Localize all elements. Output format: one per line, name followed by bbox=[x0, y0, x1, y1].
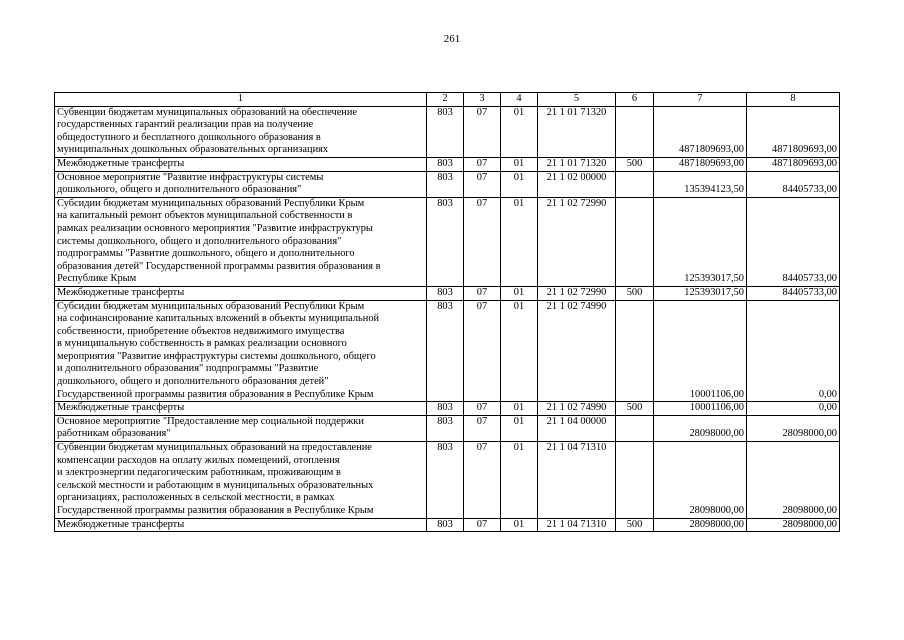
description-line: мероприятия "Развитие инфраструктуры системы дошкольного, общего bbox=[57, 350, 376, 362]
target-code-cell: 21 1 04 71310 bbox=[538, 518, 616, 532]
section-code-cell: 07 bbox=[464, 300, 501, 402]
description-line: Республике Крым bbox=[57, 273, 137, 285]
subsection-code-cell: 01 bbox=[501, 171, 538, 197]
section-code-cell: 07 bbox=[464, 286, 501, 300]
budget-table bbox=[54, 92, 840, 532]
amount-year1-cell: 28098000,00 bbox=[654, 442, 747, 519]
description-line: подпрограммы "Развитие дошкольного, общего и дополнительного bbox=[57, 248, 355, 260]
section-code-cell: 07 bbox=[464, 518, 501, 532]
admin-code-cell: 803 bbox=[427, 518, 464, 532]
amount-year2-cell: 4871809693,00 bbox=[747, 157, 840, 171]
amount-year2-cell: 28098000,00 bbox=[747, 518, 840, 532]
description-line: сельской местности и работающим в муниципальных образовательных bbox=[57, 479, 374, 491]
amount-year2-cell: 4871809693,00 bbox=[747, 106, 840, 157]
subsection-code-cell: 01 bbox=[501, 442, 538, 519]
table-row bbox=[55, 442, 840, 519]
description-line: в муниципальную собственность в рамках реализации основного bbox=[57, 338, 347, 350]
table-row bbox=[55, 171, 840, 197]
amount-year2-cell: 84405733,00 bbox=[747, 197, 840, 286]
page-number: 261 bbox=[443, 33, 461, 45]
description-cell bbox=[55, 286, 427, 300]
description-line: общедоступного и бесплатного дошкольного образования в bbox=[57, 131, 321, 143]
amount-year1-cell: 10001106,00 bbox=[654, 402, 747, 416]
expense-type-cell bbox=[616, 300, 654, 402]
amount-year1-cell: 4871809693,00 bbox=[654, 157, 747, 171]
expense-type-cell bbox=[616, 415, 654, 441]
table-row bbox=[55, 197, 840, 286]
description-line: Межбюджетные трансферты bbox=[57, 402, 185, 414]
target-code-cell: 21 1 02 74990 bbox=[538, 402, 616, 416]
section-code-cell: 07 bbox=[464, 106, 501, 157]
column-number: 1 bbox=[55, 93, 427, 107]
admin-code-cell: 803 bbox=[427, 157, 464, 171]
description-line: Субсидии бюджетам муниципальных образований Республики Крым bbox=[57, 300, 365, 312]
section-code-cell: 07 bbox=[464, 157, 501, 171]
target-code-cell: 21 1 02 72990 bbox=[538, 286, 616, 300]
description-cell bbox=[55, 518, 427, 532]
amount-year1-cell: 10001106,00 bbox=[654, 300, 747, 402]
target-code-cell: 21 1 04 00000 bbox=[538, 415, 616, 441]
target-code-cell: 21 1 01 71320 bbox=[538, 106, 616, 157]
description-line: на софинансирование капитальных вложений в объекты муниципальной bbox=[57, 313, 380, 325]
amount-year2-cell: 0,00 bbox=[747, 300, 840, 402]
description-line: на капитальный ремонт объектов муниципальной собственности в bbox=[57, 210, 353, 222]
description-line: компенсации расходов на оплату жилых помещений, отопления bbox=[57, 454, 340, 466]
column-number: 2 bbox=[427, 93, 464, 107]
subsection-code-cell: 01 bbox=[501, 415, 538, 441]
amount-year1-cell: 4871809693,00 bbox=[654, 106, 747, 157]
column-number: 8 bbox=[747, 93, 840, 107]
table-row bbox=[55, 402, 840, 416]
column-number-row bbox=[55, 93, 840, 107]
description-line: Государственной программы развития образования в Республике Крым bbox=[57, 505, 374, 516]
column-number: 7 bbox=[654, 93, 747, 107]
table-row bbox=[55, 286, 840, 300]
column-number: 3 bbox=[464, 93, 501, 107]
description-line: Субвенции бюджетам муниципальных образований на предоставление bbox=[57, 442, 372, 454]
expense-type-cell: 500 bbox=[616, 402, 654, 416]
description-line: Субвенции бюджетам муниципальных образований на обеспечение bbox=[57, 106, 358, 118]
description-line: муниципальных дошкольных образовательных организациях bbox=[57, 144, 329, 156]
target-code-cell: 21 1 02 74990 bbox=[538, 300, 616, 402]
description-cell bbox=[55, 197, 427, 286]
column-number: 5 bbox=[538, 93, 616, 107]
description-line: организациях, расположенных в сельской местности, в рамках bbox=[57, 492, 335, 504]
admin-code-cell: 803 bbox=[427, 171, 464, 197]
description-cell bbox=[55, 171, 427, 197]
subsection-code-cell: 01 bbox=[501, 197, 538, 286]
amount-year1-cell: 28098000,00 bbox=[654, 518, 747, 532]
description-line: собственности, приобретение объектов недвижимого имущества bbox=[57, 325, 345, 337]
column-number: 6 bbox=[616, 93, 654, 107]
table-row bbox=[55, 415, 840, 441]
table-row bbox=[55, 106, 840, 157]
description-cell bbox=[55, 442, 427, 519]
description-line: системы дошкольного, общего и дополнительного образования" bbox=[57, 235, 342, 247]
admin-code-cell: 803 bbox=[427, 106, 464, 157]
description-line: работникам образования" bbox=[57, 428, 171, 440]
description-line: дошкольного, общего и дополнительного образования" bbox=[57, 184, 302, 196]
amount-year1-cell: 125393017,50 bbox=[654, 286, 747, 300]
section-code-cell: 07 bbox=[464, 171, 501, 197]
subsection-code-cell: 01 bbox=[501, 157, 538, 171]
description-line: Основное мероприятие "Предоставление мер социальной поддержки bbox=[57, 415, 364, 427]
target-code-cell: 21 1 02 00000 bbox=[538, 171, 616, 197]
expense-type-cell bbox=[616, 171, 654, 197]
admin-code-cell: 803 bbox=[427, 415, 464, 441]
description-line: и электроэнергии педагогическим работникам, проживающим в bbox=[57, 467, 341, 479]
description-cell bbox=[55, 300, 427, 402]
description-line: дошкольного, общего и дополнительного образования детей" bbox=[57, 376, 329, 388]
expense-type-cell: 500 bbox=[616, 286, 654, 300]
expense-type-cell bbox=[616, 442, 654, 519]
description-line: Субсидии бюджетам муниципальных образований Республики Крым bbox=[57, 197, 365, 209]
table-row bbox=[55, 518, 840, 532]
description-line: государственных гарантий реализации прав на получение bbox=[57, 119, 314, 131]
amount-year2-cell: 0,00 bbox=[747, 402, 840, 416]
amount-year2-cell: 28098000,00 bbox=[747, 415, 840, 441]
amount-year1-cell: 135394123,50 bbox=[654, 171, 747, 197]
subsection-code-cell: 01 bbox=[501, 300, 538, 402]
description-cell bbox=[55, 106, 427, 157]
description-cell bbox=[55, 157, 427, 171]
section-code-cell: 07 bbox=[464, 402, 501, 416]
amount-year2-cell: 84405733,00 bbox=[747, 171, 840, 197]
description-line: Межбюджетные трансферты bbox=[57, 518, 185, 530]
target-code-cell: 21 1 02 72990 bbox=[538, 197, 616, 286]
section-code-cell: 07 bbox=[464, 197, 501, 286]
target-code-cell: 21 1 01 71320 bbox=[538, 157, 616, 171]
column-number: 4 bbox=[501, 93, 538, 107]
description-line: Государственной программы развития образования в Республике Крым bbox=[57, 388, 374, 400]
amount-year1-cell: 28098000,00 bbox=[654, 415, 747, 441]
description-cell bbox=[55, 402, 427, 416]
subsection-code-cell: 01 bbox=[501, 106, 538, 157]
description-line: Основное мероприятие "Развитие инфраструктуры системы bbox=[57, 171, 324, 183]
admin-code-cell: 803 bbox=[427, 197, 464, 286]
admin-code-cell: 803 bbox=[427, 442, 464, 519]
expense-type-cell: 500 bbox=[616, 518, 654, 532]
section-code-cell: 07 bbox=[464, 415, 501, 441]
expense-type-cell bbox=[616, 197, 654, 286]
admin-code-cell: 803 bbox=[427, 300, 464, 402]
amount-year2-cell: 84405733,00 bbox=[747, 286, 840, 300]
description-cell bbox=[55, 415, 427, 441]
description-line: Межбюджетные трансферты bbox=[57, 157, 185, 169]
amount-year1-cell: 125393017,50 bbox=[654, 197, 747, 286]
description-line: образования детей" Государственной программы развития образования в bbox=[57, 260, 381, 272]
description-line: рамках реализации основного мероприятия "Развитие инфраструктуры bbox=[57, 222, 373, 234]
expense-type-cell bbox=[616, 106, 654, 157]
admin-code-cell: 803 bbox=[427, 286, 464, 300]
subsection-code-cell: 01 bbox=[501, 286, 538, 300]
admin-code-cell: 803 bbox=[427, 402, 464, 416]
description-line: Межбюджетные трансферты bbox=[57, 286, 185, 298]
amount-year2-cell: 28098000,00 bbox=[747, 442, 840, 519]
table-row bbox=[55, 300, 840, 402]
table-row bbox=[55, 157, 840, 171]
subsection-code-cell: 01 bbox=[501, 402, 538, 416]
expense-type-cell: 500 bbox=[616, 157, 654, 171]
section-code-cell: 07 bbox=[464, 442, 501, 519]
subsection-code-cell: 01 bbox=[501, 518, 538, 532]
description-line: и дополнительного образования" подпрограммы "Развитие bbox=[57, 363, 319, 375]
target-code-cell: 21 1 04 71310 bbox=[538, 442, 616, 519]
